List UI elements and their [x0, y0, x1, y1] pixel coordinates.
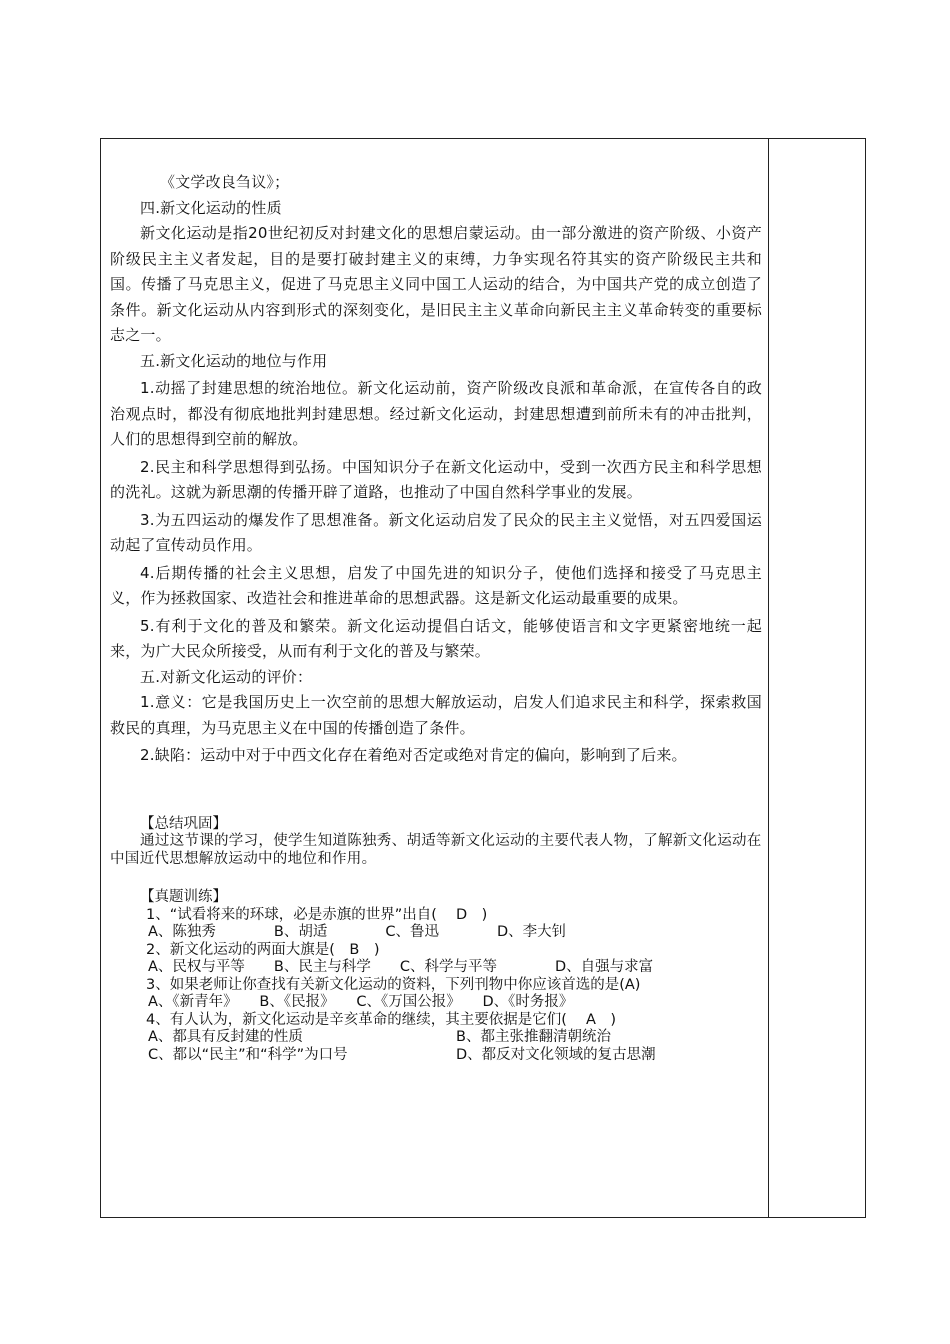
question-4-options-cd: C、都以“民主”和“科学”为口号 D、都反对文化领域的复古思潮	[148, 1046, 656, 1063]
intro-line: 《文学改良刍议》；	[160, 173, 290, 191]
question-4: 4、有人认为，新文化运动是辛亥革命的继续，其主要依据是它们( A )	[146, 1011, 617, 1028]
main-content-cell	[110, 170, 762, 1064]
question-1-options: A、陈独秀 B、胡适 C、鲁迅 D、李大钊	[148, 924, 567, 940]
summary-text: 通过这节课的学习，使学生知道陈独秀、胡适等新文化运动的主要代表人物，了解新文化运动在中国近代思想解放运动中的地位和作用。	[110, 833, 762, 867]
evaluation-flaw: 2.缺陷：运动中对于中西文化存在着绝对否定或绝对肯定的偏向，影响到了后来。	[140, 746, 687, 764]
question-2: 2、新文化运动的两面大旗是( B )	[146, 941, 380, 958]
status-item-3: 3.为五四运动的爆发作了思想准备。新文化运动启发了民众的民主主义觉悟，对五四爱国运动起了宣传动员作用。	[110, 510, 762, 554]
column-divider	[768, 138, 769, 1218]
paragraph-nature: 新文化运动是指20世纪初反对封建文化的思想启蒙运动。由一部分激进的资产阶级、小资产阶级民主主义者发起，目的是要打破封建主义的束缚，力争实现名符其实的资产阶级民主共和国。传播了马克思主义，促进了马克思主义同中国工人运动的结合，为中国共产党的成立创造了条件。新文化运动从内容到形式的深刻变化，是旧民主主义革命向新民主主义革命转变的重要标志之一。	[110, 224, 762, 344]
status-item-5: 5.有利于文化的普及和繁荣。新文化运动提倡白话文，能够使语言和文字更紧密地统一起来，为广大民众所接受，从而有利于文化的普及与繁荣。	[110, 616, 762, 660]
question-1: 1、“试看将来的环球，必是赤旗的世界”出自( D )	[146, 906, 488, 923]
summary-heading: 【总结巩固】	[140, 815, 227, 832]
status-item-1: 1.动摇了封建思想的统治地位。新文化运动前，资产阶级改良派和革命派，在宣传各自的政治观点时，都没有彻底地批判封建思想。经过新文化运动，封建思想遭到前所未有的冲击批判，人们的思想得到空前的解放。	[110, 379, 762, 448]
section-heading-nature: 四.新文化运动的性质	[140, 198, 282, 217]
question-4-options-ab: A、都具有反封建的性质 B、都主张推翻清朝统治	[148, 1029, 611, 1045]
spacer	[110, 769, 762, 816]
section-heading-status: 五.新文化运动的地位与作用	[140, 351, 328, 370]
status-item-4: 4.后期传播的社会主义思想，启发了中国先进的知识分子，使他们选择和接受了马克思主义，作为拯救国家、改造社会和推进革命的思想武器。这是新文化运动最重要的成果。	[110, 563, 762, 607]
section-heading-evaluation: 五.对新文化运动的评价：	[140, 667, 313, 686]
question-2-options: A、民权与平等 B、民主与科学 C、科学与平等 D、自强与求富	[148, 959, 654, 975]
spacer	[110, 868, 762, 889]
exercises-heading: 【真题训练】	[140, 889, 227, 905]
question-3: 3、如果老师让你查找有关新文化运动的资料，下列刊物中你应该首选的是(A)	[146, 976, 641, 993]
evaluation-meaning: 1.意义：它是我国历史上一次空前的思想大解放运动，启发人们追求民主和科学，探索救国救民的真理，为马克思主义在中国的传播创造了条件。	[110, 693, 762, 737]
status-item-2: 2.民主和科学思想得到弘扬。中国知识分子在新文化运动中，受到一次西方民主和科学思想的洗礼。这就为新思潮的传播开辟了道路，也推动了中国自然科学事业的发展。	[110, 457, 762, 501]
question-3-options: A、《新青年》 B、《民报》 C、《万国公报》 D、《时务报》	[148, 994, 574, 1010]
